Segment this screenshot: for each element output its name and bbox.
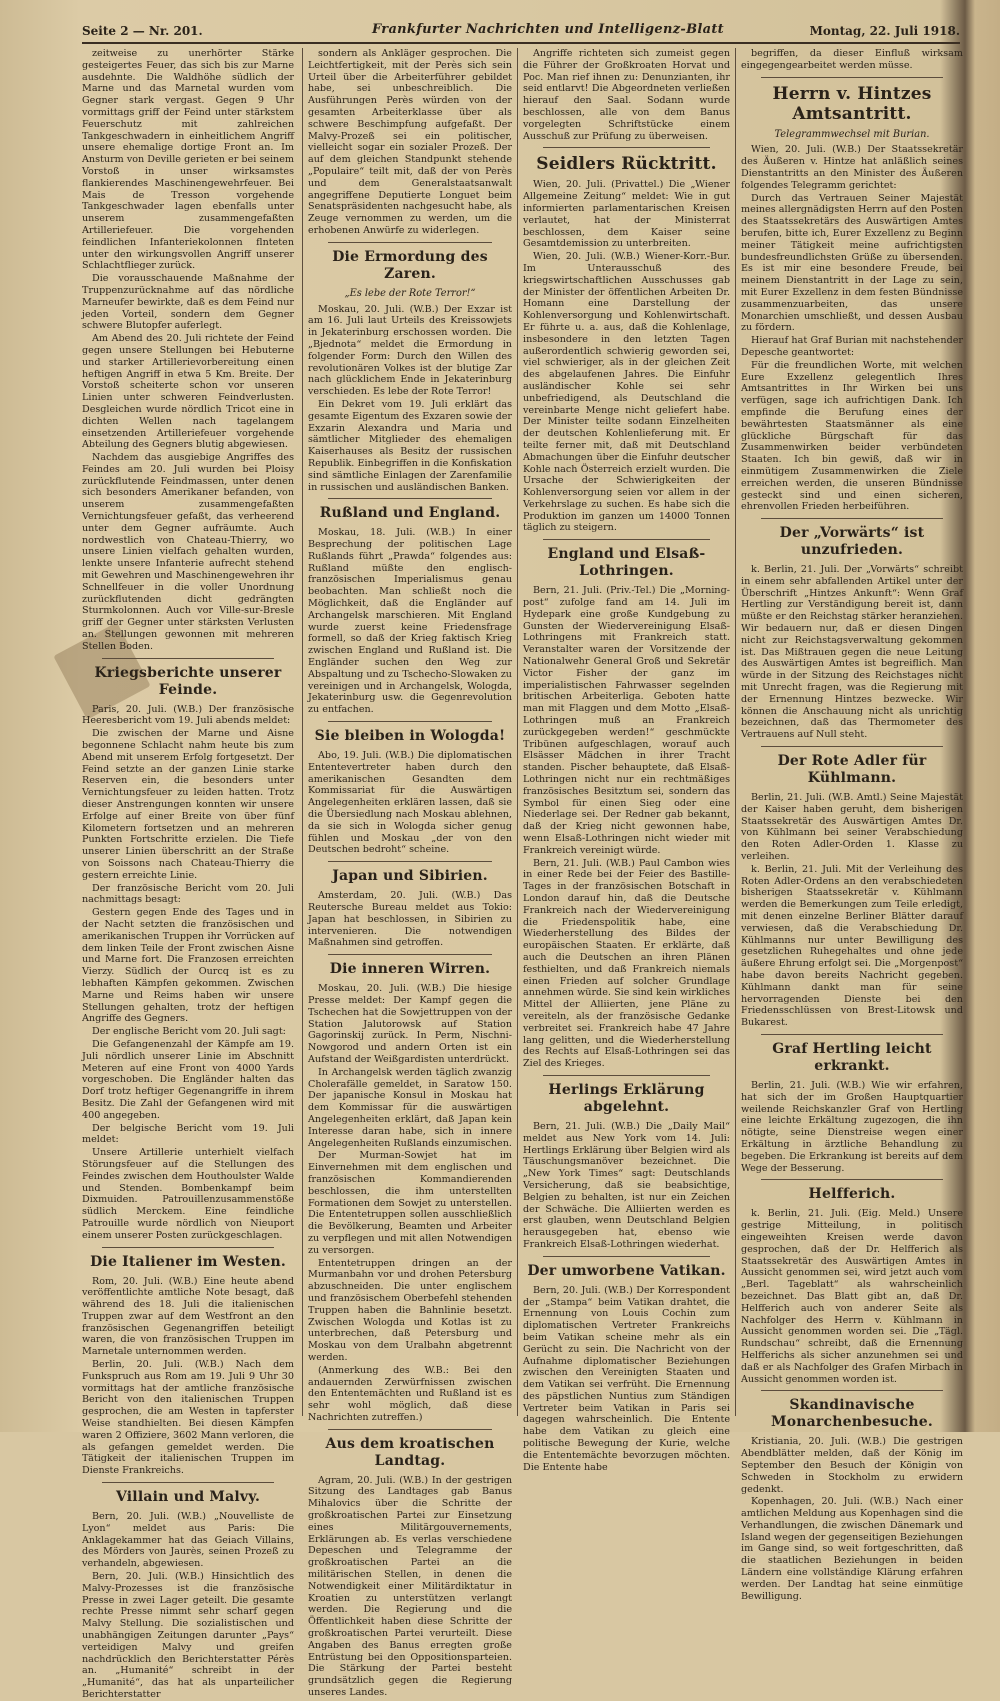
article-paragraph: begriffen, da dieser Einfluß wirksam eingegengearbeitet werden müsse. bbox=[741, 48, 963, 71]
headline-kroatien: Aus dem kroatischen Landtag. bbox=[325, 1435, 495, 1469]
headline-skandinavien: Skandinavische Monarchenbesuche. bbox=[771, 1397, 933, 1431]
section-divider bbox=[543, 147, 710, 148]
article-paragraph: Bern, 21. Juli. (Priv.-Tel.) Die „Morning-post“ zufolge fand am 14. Juli im Hydepark eine große Kundgebung zu Gunsten der Wiedervereinigung Elsaß-Lothringens mit Frankreich statt. Veranstalter waren der Vorsitzende der Nationalwehr General Groß und Sekretär Victor Fisher der ganz im imperialistischen Fahrwasser segelnden britischen Arbeiterliga. Geboten hatte man mit Flaggen und dem Motto „Elsaß-Lothringen muß an Frankreich zurückgegeben werden!“ geschmückte Tribünen aufgeschlagen, worauf auch Elsässer Mädchen in ihrer Tracht standen. Pischer behauptete, daß Elsaß-Lothringen nicht nur ein rechtmäßiges französisches Besitztum sei, sondern das Symbol für einen Sieg oder eine Niederlage sei. Der Redner gab bekannt, daß der Krieg nicht gewonnen habe, wenn Elsaß-Lothringen nicht wieder mit Frankreich vereinigt würde. bbox=[523, 585, 730, 856]
article-paragraph: Die Gefangenenzahl der Kämpfe am 19. Juli nördlich unserer Linie im Abschnitt Meteren auf eine Front von 4000 Yards vorgeschoben. Die Engländer halten das Dorf trotz heftiger Gegenangriffe in ihrem Besitz. Die Zahl der Gefangenen wird mit 400 angegeben. bbox=[82, 1038, 294, 1121]
headline-villain-malvy: Villain und Malvy. bbox=[115, 1489, 261, 1506]
column-2 bbox=[308, 48, 512, 1699]
article-paragraph: Berlin, 20. Juli. (W.B.) Nach dem Funkspruch aus Rom am 19. Juli 9 Uhr 30 vormittags hat der amtliche französische Bericht von den italienischen Truppen gesprochen, die am Westen in tapferster Weise standhielten. Bei diesen Kämpfen waren 2 Offiziere, 3602 Mann verloren, die als gefangen gemeldet werden. Die Tätigkeit der italienischen Truppen im Dienste Frankreichs. bbox=[82, 1359, 294, 1477]
section-divider bbox=[761, 77, 943, 78]
section-divider bbox=[761, 1390, 943, 1391]
article-paragraph: Bern, 21. Juli. (W.B.) Paul Cambon wies in einer Rede bei der Feier des Bastille-Tages in der französischen Botschaft in London darauf hin, daß die Deutsche Frankreich nach der Wiedervereinigung die Friedenspolitik habe, eine Wiederherstellung des Bildes der europäischen Staaten. Er erklärte, daß auch die Deutschen an ihren Plänen festhielten, und daß Frankreich niemals einen Frieden auf solcher Grundlage annehmen würde. Sie sind kein wirkliches Mittel der Alliierten, jene Pläne zu vereiteln, als der französische Gedanke verbreitet sei. Frankreich habe 47 Jahre lang gelitten, und die Wiederherstellung des Rechts auf Elsaß-Lothringen sei das Ziel des Krieges. bbox=[523, 857, 730, 1070]
section-divider bbox=[761, 746, 943, 747]
subheadline-hintze: Telegrammwechsel mit Burian. bbox=[774, 128, 930, 140]
article-paragraph: Der französische Bericht vom 20. Juli nachmittags besagt: bbox=[82, 882, 294, 906]
article-paragraph: Gestern gegen Ende des Tages und in der Nacht setzten die französischen und amerikanischen Truppen ihr Vorrücken auf dem linken Teile der Front zwischen Aisne und Marne fort. Die Franzosen erreichten Vierzy. Südlich der Ourcq ist es zu lebhaften Kämpfen gekommen. Zwischen Marne und Reims haben wir unsere Stellungen gehalten, trotz der heftigen Angriffe des Gegners. bbox=[82, 907, 294, 1025]
article-paragraph: zeitweise zu unerhörter Stärke gesteigertes Feuer, das sich bis zur Marne ausdehnte. Die Waldhöhe südlich der Marne und das Marnetal wurden vom Gegner stark vergast. Gegen 9 Uhr vormittags griff der Feind unter stärkstem Feuerschutz mit zahlreichen Tankgeschwadern in einheitlichem Angriff unsere ehemalige dortige Front an. Im Ansturm von Deville gerieten er bei seinem Vorstoß in unser wirksamstes flankierendes Maschinengewehrfeuer. Bei Mais de Tresson vorgehende Tankgeschwader lagen ebenfalls unter unserem zusammengefaßten Artilleriefeuer. Die vorgehenden feindlichen Infanteriekolonnen flnteten unter den wirkungsvollen Angriff unserer Schlachtflieger zurück. bbox=[82, 48, 294, 272]
section-divider bbox=[761, 518, 943, 519]
article-paragraph: Bern, 20. Juli. (W.B.) Hinsichtlich des Malvy-Prozesses ist die französische Presse in zwei Lager geteilt. Die gesamte rechte Presse nimmt sehr scharf gegen Malvy Stellung. Die sozialistischen und unabhängigen Zeitungen darunter „Pays“ verteidigen Malvy und greifen nachdrücklich den Berichterstatter Pérès an. „Humanité“ schreibt in der „Humanité“, das hat als unparteilicher Berichterstatter bbox=[82, 1571, 294, 1700]
section-divider bbox=[102, 658, 274, 659]
article-paragraph: Am Abend des 20. Juli richtete der Feind gegen unsere Stellungen bei Hebuterne und starker Artillerievorbereitung einen heftigen Angriff in etwa 5 Km. Breite. Der Vorstoß scheiterte schon vor unseren Linien unter schweren Feindverlusten. Desgleichen wurde nördlich Tricot eine in dichten Wellen nach tagelangem einsetzenden Artilleriefeuer vorgehende Abteilung des Gegners blutig abgewiesen. bbox=[82, 333, 294, 451]
article-paragraph: Der Murman-Sowjet hat im Einvernehmen mit dem englischen und französischen Kommandierenden beschlossen, die ihm unterstellten Formationen dem Sowjet zu unterstellen. Die Ententetruppen sollen ausschließlich die Bevölkerung, Beamten und Arbeiter zu verpflegen und mit allen Notwendigen zu versorgen. bbox=[308, 1150, 512, 1256]
article-paragraph: Rom, 20. Juli. (W.B.) Eine heute abend veröffentlichte amtliche Note besagt, daß während des 18. Juli die italienischen Truppen zwar auf dem Westfront an den französischen Gegenangriffen beteiligt waren, die von französischen Truppen im Marnetale unternommen werden. bbox=[82, 1275, 294, 1358]
headline-roter-adler: Der Rote Adler für Kühlmann. bbox=[777, 753, 927, 787]
headline-russland-england: Rußland und England. bbox=[319, 505, 501, 522]
section-divider bbox=[328, 498, 492, 499]
section-divider bbox=[328, 861, 492, 862]
headline-hertling-erkrankt: Graf Hertling leicht erkrankt. bbox=[772, 1040, 932, 1074]
article-paragraph: In Archangelsk werden täglich zwanzig Cholerafälle gemeldet, in Saratow 150. Der japanische Konsul in Moskau hat dem Kommissar für die auswärtigen Angelegenheiten erklärt, daß Japan kein Interesse daran habe, sich in innere Angelegenheiten Rußlands einzumischen. bbox=[308, 1066, 512, 1149]
article-paragraph: Moskau, 18. Juli. (W.B.) In einer Besprechung der politischen Lage Rußlands führt „Prawda“ folgendes aus: Rußland müßte den englisch-französischen Imperialismus genau beobachten. Man schließt noch die Möglichkeit, daß die Engländer auf Archangelsk marschieren. Mit England wurde zuerst keine Friedensfrage formell, so daß der Krieg faktisch Krieg zwischen England und Rußland ist. Die Engländer suchen den Weg zur Abspaltung und zu Tschecho-Slowaken zu vereinigen und in Archangelsk, Wologda, Jekaterinburg usw. die Gegenrevolution zu entfachen. bbox=[308, 527, 512, 716]
headline-wologda: Sie bleiben in Wologda! bbox=[314, 728, 506, 745]
article-paragraph: k. Berlin, 21. Juli. (Eig. Meld.) Unsere gestrige Mitteilung, in politisch eingeweihten Kreisen werde davon gesprochen, daß der Dr. Helfferich als Staatssekretär des Auswärtigen Amtes in Aussicht genommen sei, wird jetzt auch vom „Berl. Tageblatt“ als wahrscheinlich bezeichnet. Das Blatt gibt an, daß Dr. Helfferich auch von anderer Seite als Nachfolger des Herrn v. Kühlmann in Aussicht genommen worden sei. Die „Tägl. Rundschau“ schreibt, daß die Ernennung Helfferichs als sicher anzunehmen sei und daß er als Nachfolger des Grafen Mirbach in Aussicht genommen worden ist. bbox=[741, 1208, 963, 1385]
section-divider bbox=[102, 1247, 274, 1248]
article-paragraph: Unsere Artillerie unterhielt vielfach Störungsfeuer auf die Stellungen des Feindes zwischen dem Houthoulster Walde und Stenden. Bombenkampf beim Dixmuiden. Patrouillenzusammenstöße südlich Merckem. Eine feindliche Patrouille wurde nördlich von Nieuport einem unserer Posten zurückgeschlagen. bbox=[82, 1147, 294, 1241]
article-paragraph: Amsterdam, 20. Juli. (W.B.) Das Reutersche Bureau meldet aus Tokio: Japan hat beschlossen, in Sibirien zu intervenieren. Die notwendigen Maßnahmen sind getroffen. bbox=[308, 890, 512, 949]
article-paragraph: Agram, 20. Juli. (W.B.) In der gestrigen Sitzung des Landtages gab Banus Mihalovics über die Schritte der großkroatischen Partei zur Einsetzung eines Militärgouvernements, Erklärungen ab. Es verlas verschiedene Depeschen und Telegramme der großkroatischen Partei an die militärischen Stellen, in denen die Notwendigkeit einer Militärdiktatur in Kroatien zu unterstützen verlangt werden. Die Regierung und die Öffentlichkeit haben diese Schritte der großkroatischen Partei verurteilt. Diese Angaben des Banus erregten große Entrüstung bei den Oppositionsparteien. Die Stärkung der Partei besteht grundsätzlich gegen die Regierung unseres Landes. bbox=[308, 1474, 512, 1699]
headline-hintze: Herrn v. Hintzes Amtsantritt. bbox=[772, 83, 932, 124]
article-paragraph: Ententetruppen dringen an der Murmanbahn vor und drohen Petersburg abzuschneiden. Die unter englischem und französischem Oberbefehl stehenden Truppen haben die Bahnlinie besetzt. Zwischen Wologda und Kotlas ist zu unterbrechen, daß Petersburg und Moskau von dem Uralbahn abgetrennt werden. bbox=[308, 1257, 512, 1363]
article-paragraph: Berlin, 21. Juli. (W.B.) Wie wir erfahren, hat sich der im Großen Hauptquartier weilende Reichskanzler Graf von Hertling eine leichte Erkältung zugezogen, die ihn nötigte, seine Dienstreise wegen einer Erkältung in ärztliche Behandlung zu begeben. Die Erkrankung ist bereits auf dem Wege der Besserung. bbox=[741, 1079, 963, 1174]
headline-vatikan: Der umworbene Vatikan. bbox=[527, 1262, 726, 1279]
article-paragraph: k. Berlin, 21. Juli. Der „Vorwärts“ schreibt in einem sehr abfallenden Artikel unter der Überschrift „Hintzes Ankunft“: Wenn Graf Hertling zur Verständigung bereit ist, dann müßte er den Reichstag stärker heranziehen. Wir bedauern nur, daß er diesen Dingen nicht zur Reichstagsverwaltung gekommen ist. Das Mißtrauen gegen die neue Leitung des Auswärtigen Amtes ist begreiflich. Man würde in der Sitzung des Reichstages nicht mit Unrecht fragen, was die Regierung mit der Ernennung Hintzes bezwecke. Wir können die Anschauung nicht als unrichtig bezeichnen, daß das Thermometer des Vertrauens auf Null steht. bbox=[741, 564, 963, 741]
article-paragraph: k. Berlin, 21. Juli. Mit der Verleihung des Roten Adler-Ordens an den verabschiedeten bisherigen Staatssekretär v. Kühlmann werden die Bemerkungen zum Teile erledigt, mit denen einzelne Berliner Blätter darauf verwiesen, daß die Verabschiedung Dr. Kühlmanns nur unter Bewilligung des gesetzlichen Ruhegehaltes und ohne jede äußere Ehrung erfolgt sei. Die „Morgenpost“ habe davon bereits Nachricht gegeben. Kühlmann dankt man für seine hervorragenden Dienste bei den Friedensschlüssen von Brest-Litowsk und Bukarest. bbox=[741, 863, 963, 1029]
article-paragraph: Nachdem das ausgiebige Angriffes des Feindes am 20. Juli wurden bei Ploisy zurückflutende Feindmassen, unter denen sich besonders Amerikaner befanden, von unserem zusammengefaßten Vernichtungsfeuer gefaßt, das verheerend unter dem Gegner aufräumte. Auch nordwestlich von Chateau-Thierry, wo unsere Linien vielfach gehalten wurden, lenkte unsere Infanterie aufrecht stehend mit Gewehren und Maschinengewehren ihr Schnellfeuer in die voller Unordnung zurückflutenden dicht gedrängten Sturmkolonnen. Auch vor Ville-sur-Bresle griff der Gegner unter stärksten Verlusten an. Stellungen gewonnen mit mehreren Stellen Boden. bbox=[82, 452, 294, 652]
article-paragraph: Die zwischen der Marne und Aisne begonnene Schlacht nahm heute bis zum Abend mit unserem Erfolg fortgesetzt. Der Feind setzte an der ganzen Linie starke Reserven ein, die besonders unter Vernichtungsfeuer zu leiden hatten. Trotz dieser Anstrengungen konnten wir unsere Erfolge auf einer Breite von über fünf Kilometern fortsetzen und an mehreren Punkten Fortschritte erzielen. Die Tiefe unserer Linien überschritt an der Straße von Soissons nach Chateau-Thierry die gestern erreichte Linie. bbox=[82, 728, 294, 881]
article-paragraph: Paris, 20. Juli. (W.B.) Der französische Heeresbericht vom 19. Juli abends meldet: bbox=[82, 703, 294, 727]
article-paragraph: Bern, 20. Juli. (W.B.) Der Korrespondent der „Stampa“ beim Vatikan drahtet, die Ernennung von Louis Cochin zum diplomatischen Vertreter Frankreichs beim Vatikan scheine mehr als ein Gerücht zu sein. Die Nachricht von der Aufnahme diplomatischer Beziehungen zwischen den Vereinigten Staaten und dem Vatikan sei verfrüht. Die Ernennung des päpstlichen Nuntius zum Ständigen Vertreter beim Vatikan in Paris sei dagegen wahrscheinlich. Die Entente habe dem Vatikan zu gleich eine politische Bewegung der Kurie, welche die Ententemächte bevorzugen möchten. Die Entente habe bbox=[523, 1284, 730, 1473]
column-1 bbox=[82, 48, 294, 1700]
section-divider bbox=[761, 1179, 943, 1180]
article-paragraph: Wien, 20. Juli. (Privattel.) Die „Wiener Allgemeine Zeitung“ meldet: Wie in gut informierten parlamentarischen Kreisen verlautet, hat der Ministerrat beschlossen, dem Kaiser seine Gesamtdemission zu unterbreiten. bbox=[523, 179, 730, 250]
section-divider bbox=[761, 1034, 943, 1035]
article-paragraph: Bern, 20. Juli. (W.B.) „Nouvelliste de Lyon“ meldet aus Paris: Die Anklagekammer hat das Geiach Villains, des Mörders von Jaurès, seinen Prozeß zu verhandeln, abgewiesen. bbox=[82, 1511, 294, 1570]
article-paragraph: Der englische Bericht vom 20. Juli sagt: bbox=[92, 1026, 286, 1038]
article-paragraph: Kopenhagen, 20. Juli. (W.B.) Nach einer amtlichen Meldung aus Kopenhagen sind die Verhandlungen, die zwischen Dänemark und Island wegen der gegenseitigen Beziehungen im Gange sind, so weit fortgeschritten, daß die staatlichen Beziehungen in beiden Ländern eine vollständige Klärung erfahren werden. Der Landtag hat seine einmütige Bewilligung. bbox=[741, 1496, 963, 1602]
article-paragraph: Abo, 19. Juli. (W.B.) Die diplomatischen Ententevertreter haben durch den amerikanischen Gesandten dem Kommissariat für die Auswärtigen Angelegenheiten erklären lassen, daß sie die Übersiedlung nach Moskau ablehnen, da sie sich in Wologda sicher genug fühlen und Moskau „der von den Deutschen bedroht“ scheine. bbox=[308, 750, 512, 856]
section-divider bbox=[328, 1429, 492, 1430]
headline-japan: Japan und Sibirien. bbox=[332, 868, 488, 885]
column-divider bbox=[735, 48, 736, 1416]
article-paragraph: Angriffe richteten sich zumeist gegen die Führer der Großkroaten Horvat und Poc. Man rief ihnen zu: Denunzianten, ihr seid entlarvt! Die Abgeordneten verließen hierauf den Saal. Sodann wurde beschlossen, alle von dem Banus vorgelegten Schriftstücke einem Ausschuß zur Prüfung zu überweisen. bbox=[523, 48, 730, 142]
article-paragraph: Moskau, 20. Juli. (W.B.) Der Exzar ist am 16. Juli laut Urteils des Kreissowjets in Jekaterinburg erschossen worden. Die „Bjednota“ meldet die Ermordung in folgender Form: Durch den Willen des revolutionären Volkes ist der blutige Zar nach glücklichem Ende in Jekaterinburg verschieden. Es lebe der Rote Terror! bbox=[308, 303, 512, 398]
headline-kriegsberichte: Kriegsberichte unserer Feinde. bbox=[94, 664, 282, 698]
headline-seidler: Seidlers Rücktritt. bbox=[536, 154, 717, 175]
headline-italiener: Die Italiener im Westen. bbox=[90, 1253, 286, 1270]
article-paragraph: Wien, 20. Juli. (W.B.) Der Staatssekretär des Äußeren v. Hintze hat anläßlich seines Dienstantritts an den Minister des Äußeren folgendes Telegramm gerichtet: bbox=[741, 144, 963, 191]
section-divider bbox=[102, 1482, 274, 1483]
section-divider bbox=[328, 721, 492, 722]
headline-hertling-erklaerung: Herlings Erklärung abgelehnt. bbox=[548, 1081, 705, 1115]
page-number: Seite 2 — Nr. 201. bbox=[82, 24, 203, 38]
headline-elsass: England und Elsaß-Lothringen. bbox=[547, 546, 706, 580]
section-divider bbox=[328, 242, 492, 243]
article-paragraph: sondern als Ankläger gesprochen. Die Leichtfertigkeit, mit der Perès sich sein Urteil über die Arbeiterführer gebildet habe, sei unbeschreiblich. Die Ausführungen Perès würden von der gesamten Arbeiterklasse über als schwere Beschimpfung aufgefaßt. Der Malvy-Prozeß sei ein politischer, vielleicht sogar ein sozialer Prozeß. Der auf dem gleichen Standpunkt stehende „Populaire“ teilt mit, daß der von Perès und dem Generalstaatsanwalt angegriffene Deputierte Longuet beim Senatspräsidenten nachgesucht habe, als Zeuge vernommen zu werden, um die erhobenen Anwürfe zu widerlegen. bbox=[308, 48, 512, 236]
subheadline-zar: „Es lebe der Rote Terror!“ bbox=[344, 287, 476, 299]
article-paragraph: Die vorausschauende Maßnahme der Truppenzurücknahme auf das nördliche Marneufer bewirkte, daß es dem Feind nur jeden Vorteil, sondern dem Gegner schwere Blutopfer auferlegt. bbox=[82, 273, 294, 332]
article-paragraph: Hierauf hat Graf Burian mit nachstehender Depesche geantwortet: bbox=[741, 335, 963, 358]
column-4 bbox=[741, 48, 963, 1602]
headline-wirren: Die inneren Wirren. bbox=[329, 961, 491, 978]
article-paragraph: Durch das Vertrauen Seiner Majestät meines allergnädigsten Herrn auf den Posten des Staatssekretärs des Auswärtigen Amtes berufen, bitte ich, Eurer Exzellenz zu Beginn meiner Tätigkeit meine aufrichtigsten bundesfreundlichsten Grüße zu übersenden. Es ist mir eine besondere Freude, bei meinem Dienstantritt in der Lage zu sein, mit Eurer Exzellenz in dem festen Bündnisse zusammenzuarbeiten, das unsere Monarchien umschließt, und dessen Ausbau zu fördern. bbox=[741, 192, 963, 334]
column-divider bbox=[302, 48, 303, 1416]
article-paragraph: Bern, 21. Juli. (W.B.) Die „Daily Mail“ meldet aus New York vom 14. Juli: Hertlings Erklärung über Belgien wird als Täuschungsmanöver bezeichnet. Die „New York Times“ sagt: Deutschlands Versicherung, daß sie beabsichtige, Belgien zu behalten, ist nur ein Zeichen der Schwäche. Die Alliierten werden es erst glauben, wenn Deutschland Belgien herausgegeben hat, ebenso wie Frankreich Elsaß-Lothringen wiederhat. bbox=[523, 1120, 730, 1250]
section-divider bbox=[543, 1075, 710, 1076]
masthead: Frankfurter Nachrichten und Intelligenz-Blatt bbox=[372, 22, 724, 37]
column-3 bbox=[523, 48, 730, 1473]
headline-helfferich: Helfferich. bbox=[808, 1186, 896, 1203]
page-header bbox=[82, 18, 960, 44]
article-paragraph: Wien, 20. Juli. (W.B.) Wiener-Korr.-Bur. Im Unterausschuß des kriegswirtschaftlichen Ausschusses gab der Minister der öffentlichen Arbeiten Dr. Homann eine Darstellung der Kohlenversorgung und Kohlenwirtschaft. Er führte u. a. aus, daß die Kohlenlage, insbesondere in den letzten Tagen außerordentlich schwierig geworden sei, viel schwieriger, als in der gleichen Zeit des abgelaufenen Jahres. Die Einfuhr ausländischer Kohle sei sehr unbefriedigend, als Deutschland die vereinbarte Menge nicht geliefert habe. Der Minister teilte sodann Einzelheiten der deutschen Kohlenlieferung mit. Er teilte ferner mit, daß mit Deutschland Abmachungen über die Einfuhr deutscher Kohle nach Österreich erzielt wurden. Die Ursache der Schwierigkeiten der Kohlenversorgung seien vor allem in der Verkehrslage zu suchen. Es habe sich die Produktion im ganzen um 14000 Tonnen täglich zu steigern. bbox=[523, 251, 730, 534]
headline-zar: Die Ermordung des Zaren. bbox=[332, 248, 488, 282]
article-paragraph: Der belgische Bericht vom 19. Juli meldet: bbox=[82, 1122, 294, 1146]
article-paragraph: Ein Dekret vom 19. Juli erklärt das gesamte Eigentum des Exzaren sowie der Exzarin Alexandra und Maria und sämtlicher Mitglieder des ehemaligen Kaiserhauses als Besitz der russischen Republik. Einbegriffen in die Konfiskation sind sämtliche Einlagen der Zarenfamilie in russischen und ausländischen Banken. bbox=[308, 398, 512, 493]
headline-vorwaerts: Der „Vorwärts“ ist unzufrieden. bbox=[779, 525, 925, 559]
article-paragraph: Für die freundlichen Worte, mit welchen Eure Exzellenz gelegentlich Ihres Amtsantrittes in Ihr Wirken bei uns verfügen, sage ich aufrichtigen Dank. Ich empfinde die Berufung eines der bewährtesten Staatsmänner als eine glückliche Bürgschaft für das Zusammenwirken beider verbündeten Staaten. Ich bin gewiß, daß wir in einmütigem Zusammenwirken die Ziele erreichen werden, die unseren Bündnisse gesteckt sind und einen sicheren, ehrenvollen Frieden herbeiführen. bbox=[741, 359, 963, 513]
article-paragraph: Berlin, 21. Juli. (W.B. Amtl.) Seine Majestät der Kaiser haben geruht, dem bisherigen Staatssekretär des Auswärtigen Amtes Dr. von Kühlmann bei seiner Verabschiedung den Roten Adler-Orden 1. Klasse zu verleihen. bbox=[741, 792, 963, 863]
article-paragraph: (Anmerkung des W.B.: Bei den andauernden Zerwürfnissen zwischen den Ententemächten und Rußland ist es sehr wohl möglich, daß diese Nachrichten zutreffen.) bbox=[308, 1364, 512, 1423]
section-divider bbox=[543, 539, 710, 540]
article-paragraph: Kristiania, 20. Juli. (W.B.) Die gestrigen Abendblätter melden, daß der König im September den Besuch der Königin von Schweden in Stockholm zu erwidern gedenkt. bbox=[741, 1436, 963, 1495]
section-divider bbox=[328, 954, 492, 955]
issue-date: Montag, 22. Juli 1918. bbox=[809, 24, 960, 38]
section-divider bbox=[543, 1256, 710, 1257]
column-divider bbox=[517, 48, 518, 1416]
article-paragraph: Moskau, 20. Juli. (W.B.) Die hiesige Presse meldet: Der Kampf gegen die Tschechen hat die Sowjettruppen von der Station Jalutorowsk auf Station Gagorinskij zurück. In Perm, Nischni-Nowgorod und andern Orten ist ein Aufstand der Weißgardisten unterdrückt. bbox=[308, 983, 512, 1065]
